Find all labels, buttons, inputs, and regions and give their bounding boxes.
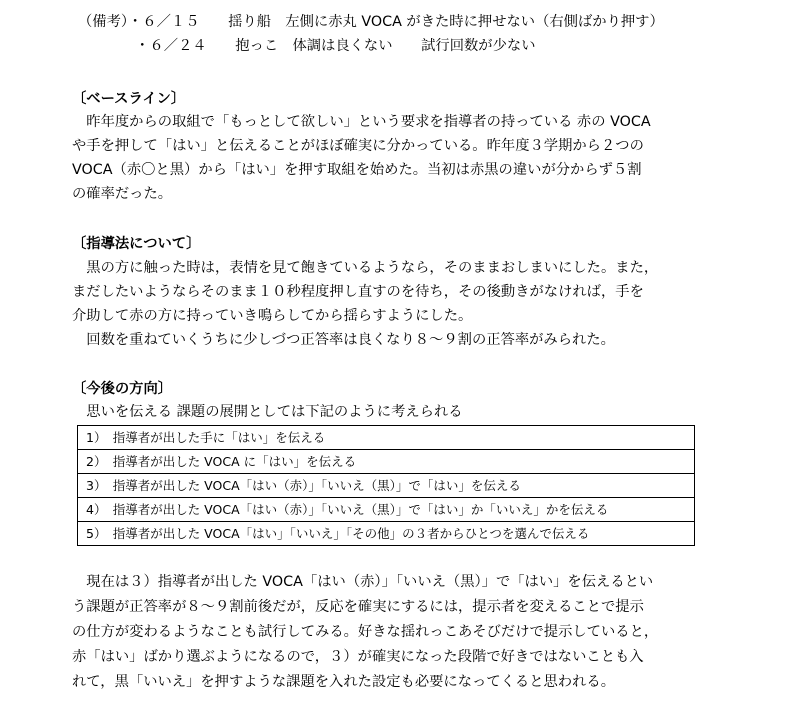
method-line-1: 黒の方に触った時は，表情を見て飽きているようなら，そのままおしまいにした。また， <box>72 260 659 276</box>
step-3: 3） 指導者が出した VOCA「はい（赤）」「いいえ（黒）」で「はい」を伝える <box>78 474 695 498</box>
conclusion-line-4: 赤「はい」ばかり選ぶようになるので，３）が確実になった段階で好きではないことも入 <box>72 649 644 665</box>
baseline-heading: 〔ベースライン〕 <box>72 91 186 107</box>
conclusion-line-5: れて，黒「いいえ」を押すような課題を入れた設定も必要になってくると思われる。 <box>72 674 615 690</box>
baseline-line-2: や手を押して「はい」と伝えることがほぼ確実に分かっている。昨年度３学期から２つの <box>72 138 644 154</box>
remarks-line-1: （備考）・６／１５ 揺り船 左側に赤丸 VOCA がきた時に押せない（右側ばかり押す） <box>78 14 664 30</box>
table-row <box>78 450 695 474</box>
future-heading: 〔今後の方向〕 <box>72 381 173 397</box>
step-1: 1） 指導者が出した手に「はい」を伝える <box>78 426 695 450</box>
remarks-line-2: ・６／２４ 抱っこ 体調は良くない 試行回数が少ない <box>78 38 536 54</box>
future-intro: 思いを伝える 課題の展開としては下記のように考えられる <box>72 404 463 420</box>
conclusion-line-1: 現在は３）指導者が出した VOCA「はい（赤）」「いいえ（黒）」で「はい」を伝えるとい <box>72 574 654 590</box>
step-5: 5） 指導者が出した VOCA「はい」「いいえ」「その他」の３者からひとつを選んで伝える <box>78 522 695 546</box>
conclusion-line-3: の仕方が変わるようなことも試行してみる。好きな揺れっこあそびだけで提示していると， <box>72 624 659 640</box>
table-row <box>78 522 695 546</box>
method-line-4: 回数を重ねていくうちに少しづつ正答率は良くなり８～９割の正答率がみられた。 <box>72 332 615 348</box>
step-4: 4） 指導者が出した VOCA「はい（赤）」「いいえ（黒）」で「はい」か「いいえ」かを伝える <box>78 498 695 522</box>
method-line-2: まだしたいようならそのまま１０秒程度押し直すのを待ち，その後動きがなければ，手を <box>72 284 644 300</box>
baseline-line-3: VOCA（赤〇と黒）から「はい」を押す取組を始めた。当初は赤黒の違いが分からず５割 <box>72 162 642 178</box>
steps-table <box>77 425 695 546</box>
table-row <box>78 474 695 498</box>
method-heading: 〔指導法について〕 <box>72 236 201 252</box>
conclusion-line-2: う課題が正答率が８～９割前後だが，反応を確実にするには，提示者を変えることで提示 <box>72 599 644 615</box>
baseline-line-1: 昨年度からの取組で「もっとして欲しい」という要求を指導者の持っている 赤の VOCA <box>72 114 651 130</box>
table-row <box>78 426 695 450</box>
step-2: 2） 指導者が出した VOCA に「はい」を伝える <box>78 450 695 474</box>
table-row <box>78 498 695 522</box>
baseline-line-4: の確率だった。 <box>72 186 173 202</box>
method-line-3: 介助して赤の方に持っていき鳴らしてから揺らすようにした。 <box>72 308 473 324</box>
